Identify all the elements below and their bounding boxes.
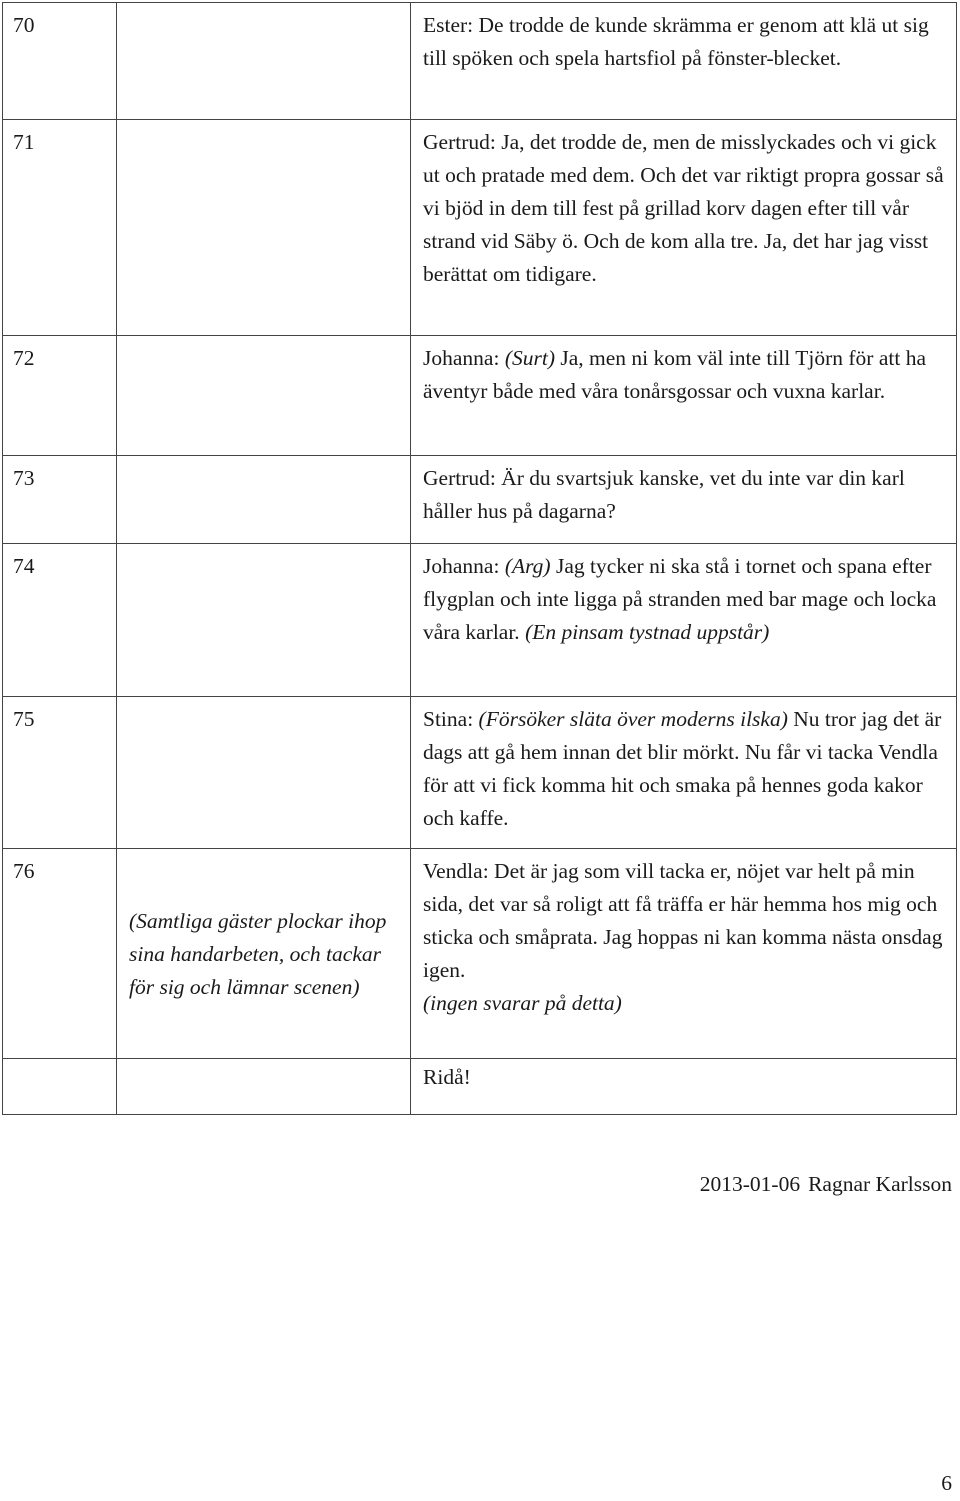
- footer-date: 2013-01-06: [699, 1172, 801, 1196]
- line-number: 71: [3, 120, 117, 336]
- dialogue-text: Gertrud: Ja, det trodde de, men de misslyckades och vi gick ut och pratade med dem. Och det var riktigt propra gossar så vi bjöd in dem till fest på grillad korv dagen efter till vår strand vid Säby ö. Och de kom alla tre. Ja, det har jag visst berättat om tidigare.: [423, 130, 944, 286]
- dialogue-cell: [411, 456, 957, 544]
- table-row: [3, 697, 957, 849]
- stage-direction-text: (Samtliga gäster plockar ihop sina handarbeten, och tackar för sig och lämnar scenen): [129, 909, 387, 999]
- stage-direction-inline: (En pinsam tystnad uppstår): [525, 620, 770, 644]
- stage-direction-cell: [117, 1059, 411, 1115]
- table-row: [3, 120, 957, 336]
- dialogue-text: Nu tror jag det är dags att gå hem innan det blir mörkt. Nu får vi tacka Vendla för att vi fick komma hit och smaka på hennes goda kakor och kaffe.: [423, 707, 942, 830]
- line-number: 73: [3, 456, 117, 544]
- line-number: 72: [3, 336, 117, 456]
- table-row: [3, 849, 957, 1059]
- stage-direction-cell: [117, 849, 411, 1059]
- table-row: [3, 544, 957, 697]
- stage-direction-cell: [117, 697, 411, 849]
- dialogue-cell: [411, 544, 957, 697]
- script-table: [2, 2, 957, 1115]
- dialogue-cell: [411, 120, 957, 336]
- dialogue-text: Vendla: Det är jag som vill tacka er, nöjet var helt på min sida, det var så roligt att få träffa er här hemma hos mig och sticka och småprata. Jag hoppas ni kan komma nästa onsdag igen.: [423, 859, 943, 982]
- line-number: 76: [3, 849, 117, 1059]
- dialogue-cell: [411, 1059, 957, 1115]
- footer-signature: [700, 1172, 952, 1197]
- table-row: [3, 3, 957, 120]
- line-number: 74: [3, 544, 117, 697]
- speaker-name: Stina:: [423, 707, 479, 731]
- line-number: 75: [3, 697, 117, 849]
- line-number: 70: [3, 3, 117, 120]
- speaker-name: Johanna:: [423, 554, 505, 578]
- dialogue-cell: [411, 336, 957, 456]
- stage-direction-cell: [117, 120, 411, 336]
- footer-author: Ragnar Karlsson: [808, 1172, 952, 1196]
- stage-direction-italic: (ingen svarar på detta): [423, 991, 622, 1015]
- table-row: [3, 456, 957, 544]
- stage-direction-inline: (Arg): [504, 554, 551, 578]
- stage-direction-cell: [117, 456, 411, 544]
- table-row: [3, 1059, 957, 1115]
- stage-direction-cell: [117, 544, 411, 697]
- stage-direction-cell: [117, 3, 411, 120]
- page-number: 6: [941, 1471, 952, 1495]
- stage-direction-cell: [117, 336, 411, 456]
- dialogue-cell: [411, 849, 957, 1059]
- dialogue-text: Gertrud: Är du svartsjuk kanske, vet du inte var din karl håller hus på dagarna?: [423, 466, 905, 523]
- curtain-text: Ridå!: [423, 1065, 471, 1089]
- dialogue-text: Ester: De trodde de kunde skrämma er genom att klä ut sig till spöken och spela hartsfiol på fönster-blecket.: [423, 13, 929, 70]
- stage-direction-inline: (Surt): [504, 346, 555, 370]
- stage-direction-inline: (Försöker släta över moderns ilska): [478, 707, 788, 731]
- dialogue-cell: [411, 3, 957, 120]
- speaker-name: Johanna:: [423, 346, 505, 370]
- table-row: [3, 336, 957, 456]
- dialogue-text: Jag tycker ni ska stå i tornet och spana efter flygplan och inte ligga på stranden med bar mage och locka våra karlar.: [423, 554, 937, 644]
- dialogue-text: Ja, men ni kom väl inte till Tjörn för att ha äventyr både med våra tonårsgossar och vuxna karlar.: [423, 346, 926, 403]
- dialogue-cell: [411, 697, 957, 849]
- stage-direction-inline: [423, 987, 948, 1020]
- line-number: [3, 1059, 117, 1115]
